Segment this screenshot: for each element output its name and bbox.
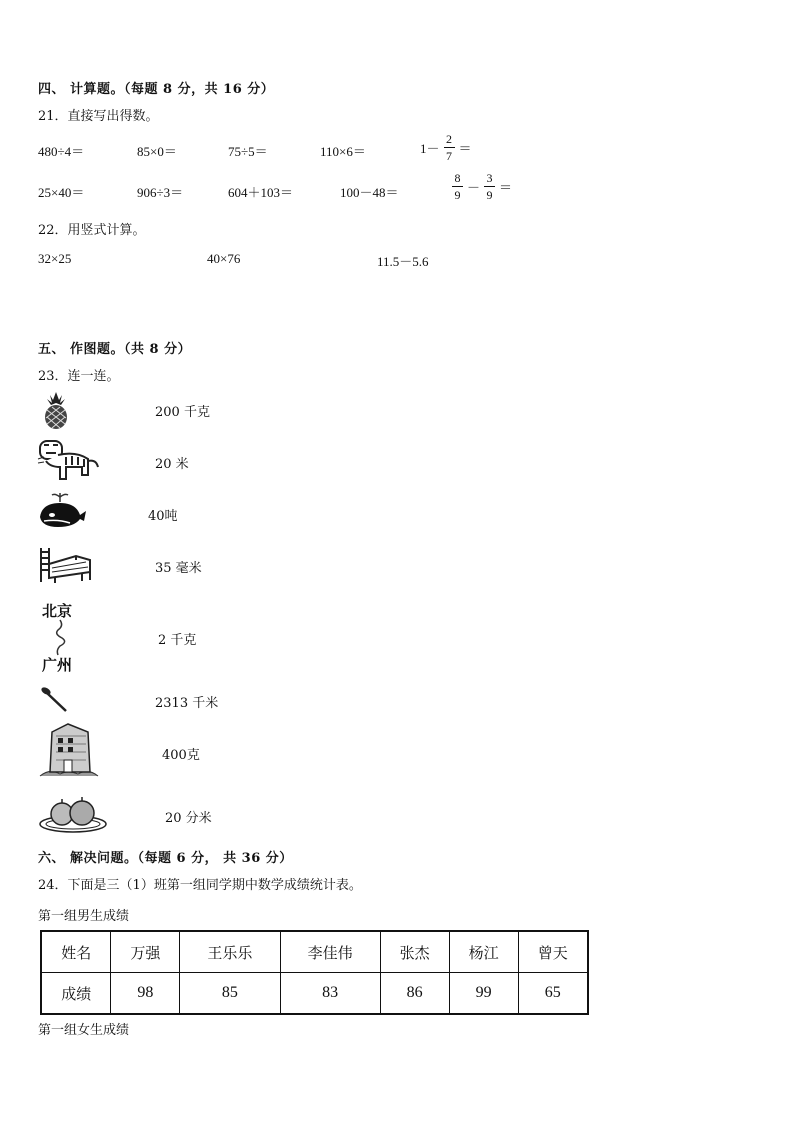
table-cell: 万强 [111, 931, 180, 973]
table-cell: 王乐乐 [180, 931, 280, 973]
section-4-heading: 四、 计算题。（每题 8 分，共 16 分） [38, 82, 275, 97]
fraction-expr-1 [420, 132, 472, 163]
label-400g: 400克 [162, 748, 200, 763]
question-23: 23．连一连。 [38, 369, 120, 384]
table-cell: 张杰 [380, 931, 449, 973]
table-cell: 98 [111, 973, 180, 1015]
numerator: 3 [486, 171, 493, 185]
expr-1-2: 85×0＝ [137, 144, 177, 159]
fraction-op: － [467, 180, 481, 195]
fraction-2-7 [444, 132, 455, 163]
vertical-calc-1: 32×25 [38, 251, 72, 266]
table-cell: 65 [518, 973, 588, 1015]
expr-1-1: 480÷4＝ [38, 144, 85, 159]
expr-2-3: 604＋103＝ [228, 185, 294, 200]
map-route-icon [48, 618, 78, 656]
section-6-heading: 六、 解决问题。（每题 6 分， 共 36 分） [38, 851, 293, 866]
table-cell: 99 [449, 973, 518, 1015]
expr-1-4: 110×6＝ [320, 144, 366, 159]
label-35mm: 35 毫米 [155, 561, 202, 576]
nail-icon [40, 686, 70, 714]
label-2kg: 2 千克 [158, 633, 197, 648]
fraction-lead: 1－ [420, 141, 440, 156]
vertical-calc-2: 40×76 [207, 251, 241, 266]
label-20dm: 20 分米 [165, 811, 212, 826]
section-5-heading: 五、 作图题。（共 8 分） [38, 342, 192, 357]
fraction-3-9 [484, 171, 495, 202]
fraction-tail: ＝ [499, 180, 513, 195]
boys-table-caption: 第一组男生成绩 [38, 909, 130, 924]
table-cell: 成绩 [41, 973, 111, 1015]
bed-icon [38, 542, 92, 584]
fraction-expr-2 [452, 171, 512, 202]
expr-2-4: 100－48＝ [340, 185, 399, 200]
pineapple-icon [38, 390, 74, 430]
question-21: 21．直接写出得数。 [38, 109, 159, 124]
table-header-row [41, 931, 588, 973]
numerator: 2 [446, 132, 453, 146]
expr-1-3: 75÷5＝ [228, 144, 268, 159]
numerator: 8 [454, 171, 461, 185]
denominator: 9 [454, 188, 461, 202]
boys-score-table [40, 930, 589, 1015]
table-cell: 83 [280, 973, 380, 1015]
table-cell: 姓名 [41, 931, 111, 973]
question-24: 24．下面是三（1）班第一组同学期中数学成绩统计表。 [38, 878, 362, 893]
label-200kg: 200 千克 [155, 405, 210, 420]
whale-icon [38, 491, 88, 529]
map-city-beijing: 北京 [42, 602, 73, 620]
building-icon [38, 722, 100, 778]
fraction-8-9 [452, 171, 463, 202]
table-row [41, 973, 588, 1015]
expr-2-1: 25×40＝ [38, 185, 85, 200]
table-cell: 86 [380, 973, 449, 1015]
label-20m: 20 米 [155, 457, 189, 472]
label-2313km: 2313 千米 [155, 696, 219, 711]
apples-plate-icon [38, 794, 108, 834]
fraction-tail: ＝ [458, 141, 472, 156]
table-cell: 85 [180, 973, 280, 1015]
denominator: 9 [486, 188, 493, 202]
label-40t: 40吨 [148, 509, 178, 524]
girls-table-caption: 第一组女生成绩 [38, 1023, 130, 1038]
table-cell: 杨江 [449, 931, 518, 973]
vertical-calc-3: 11.5－5.6 [377, 254, 429, 269]
table-cell: 李佳伟 [280, 931, 380, 973]
expr-2-2: 906÷3＝ [137, 185, 184, 200]
tiger-icon [36, 437, 102, 485]
table-cell: 曾天 [518, 931, 588, 973]
map-city-guangzhou: 广州 [42, 656, 73, 674]
denominator: 7 [446, 149, 453, 163]
question-22: 22．用竖式计算。 [38, 223, 146, 238]
